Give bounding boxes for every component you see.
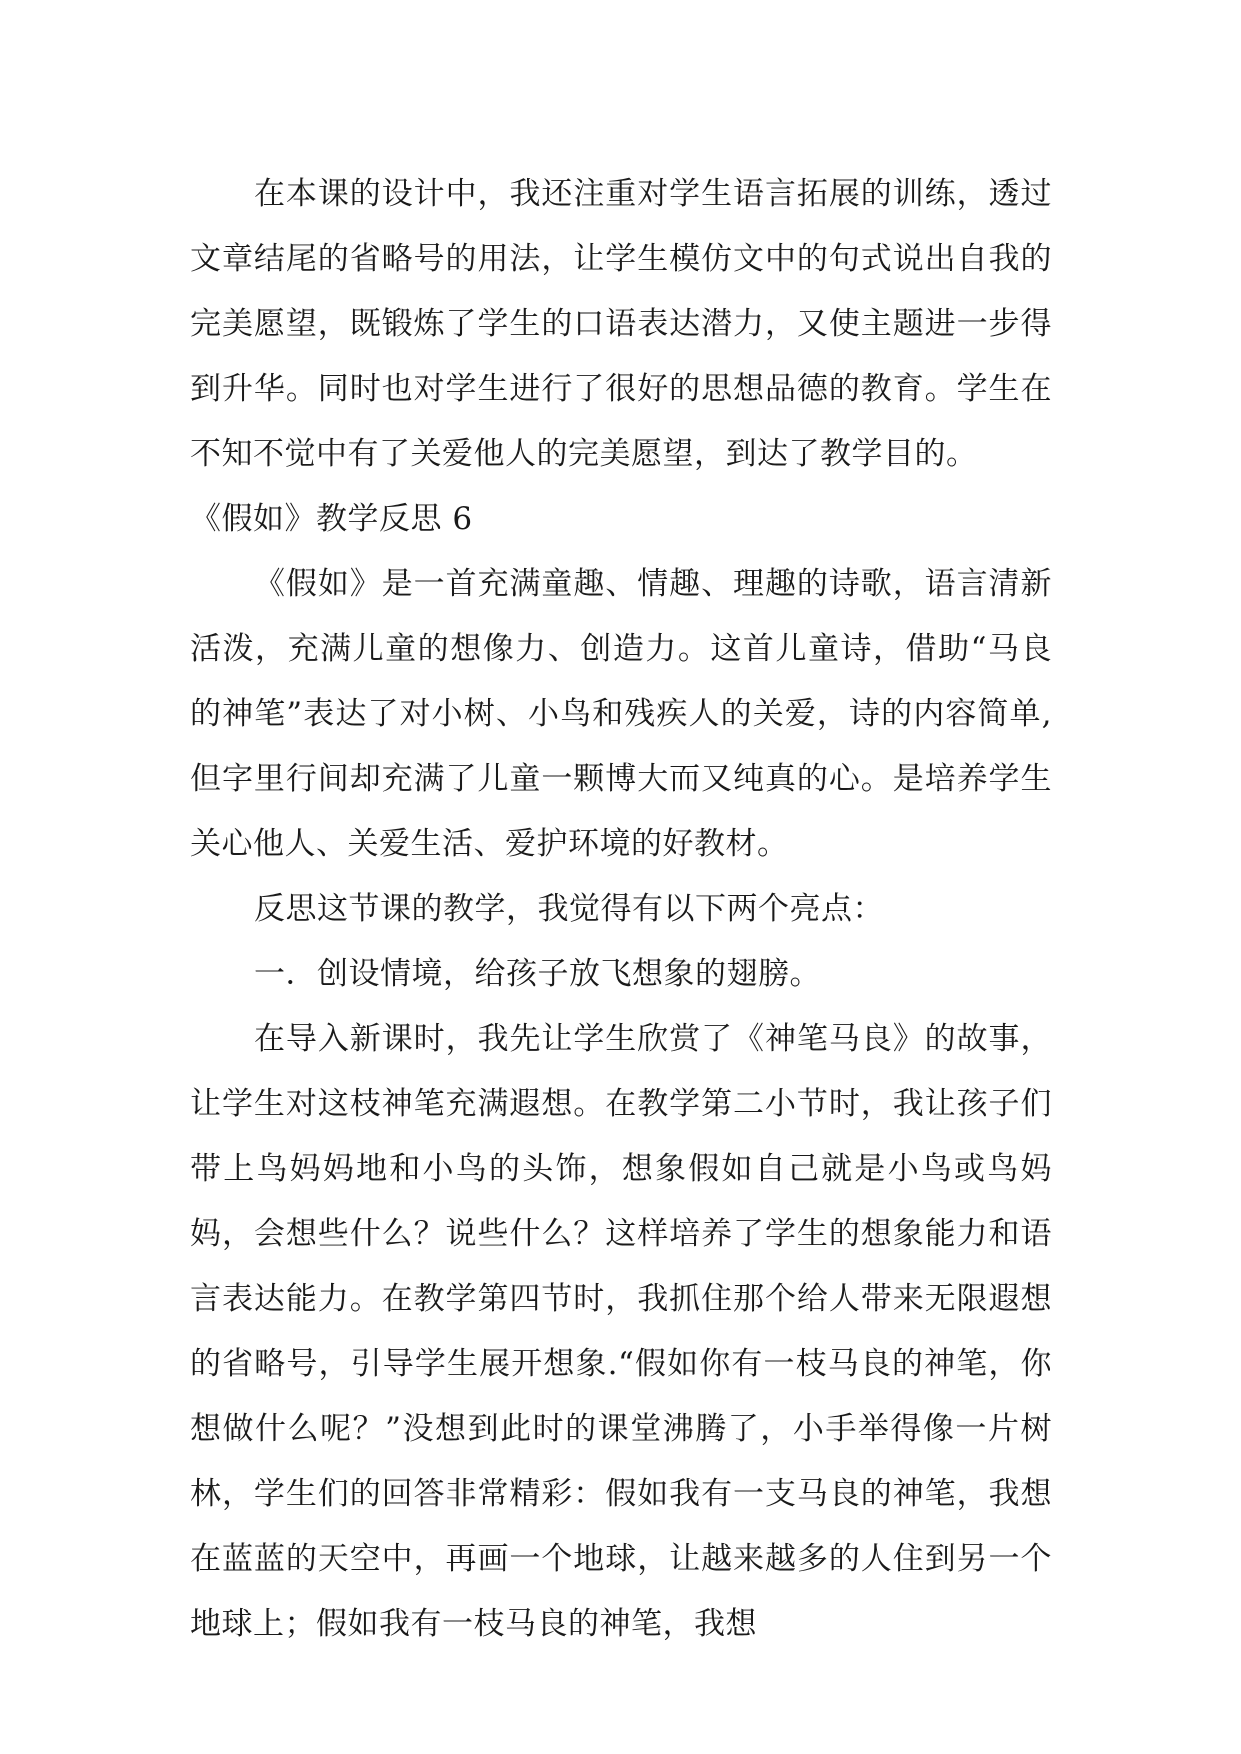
paragraph-highlight-one-title: 一．创设情境，给孩子放飞想象的翅膀。 — [254, 956, 821, 992]
paragraph-poem-overview: 《假如》是一首充满童趣、情趣、理趣的诗歌，语言清新活泼，充满儿童的想像力、创造力。这首儿童诗，借助“马良的神笔”表达了对小树、小鸟和残疾人的关爱，诗的内容简单,但字里行间却充满了儿童一颗博大而又纯真的心。是培养学生关心他人、关爱生活、爱护环境的好教材。 — [190, 566, 1052, 862]
paragraph-highlight-one-body: 在导入新课时，我先让学生欣赏了《神笔马良》的故事，让学生对这枝神笔充满遐想。在教学第二小节时，我让孩子们带上鸟妈妈地和小鸟的头饰，想象假如自己就是小鸟或鸟妈妈，会想些什么？说些什么？这样培养了学生的想象能力和语言表达能力。在教学第四节时，我抓住那个给人带来无限遐想的省略号，引导学生展开想象.“假如你有一枝马良的神笔，你想做什么呢？”没想到此时的课堂沸腾了，小手举得像一片树林，学生们的回答非常精彩：假如我有一支马良的神笔，我想在蓝蓝的天空中，再画一个地球，让越来越多的人住到另一个地球上；假如我有一枝马良的神笔，我想 — [190, 1021, 1052, 1642]
section-heading: 《假如》教学反思 6 — [190, 501, 473, 537]
paragraph-reflection-lead: 反思这节课的教学，我觉得有以下两个亮点： — [254, 891, 884, 927]
paragraph-intro-continuation: 在本课的设计中，我还注重对学生语言拓展的训练，透过文章结尾的省略号的用法，让学生模仿文中的句式说出自我的完美愿望，既锻炼了学生的口语表达潜力，又使主题进一步得到升华。同时也对学生进行了很好的思想品德的教育。学生在不知不觉中有了关爱他人的完美愿望，到达了教学目的。 — [190, 176, 1052, 472]
document-body — [190, 162, 1052, 1657]
